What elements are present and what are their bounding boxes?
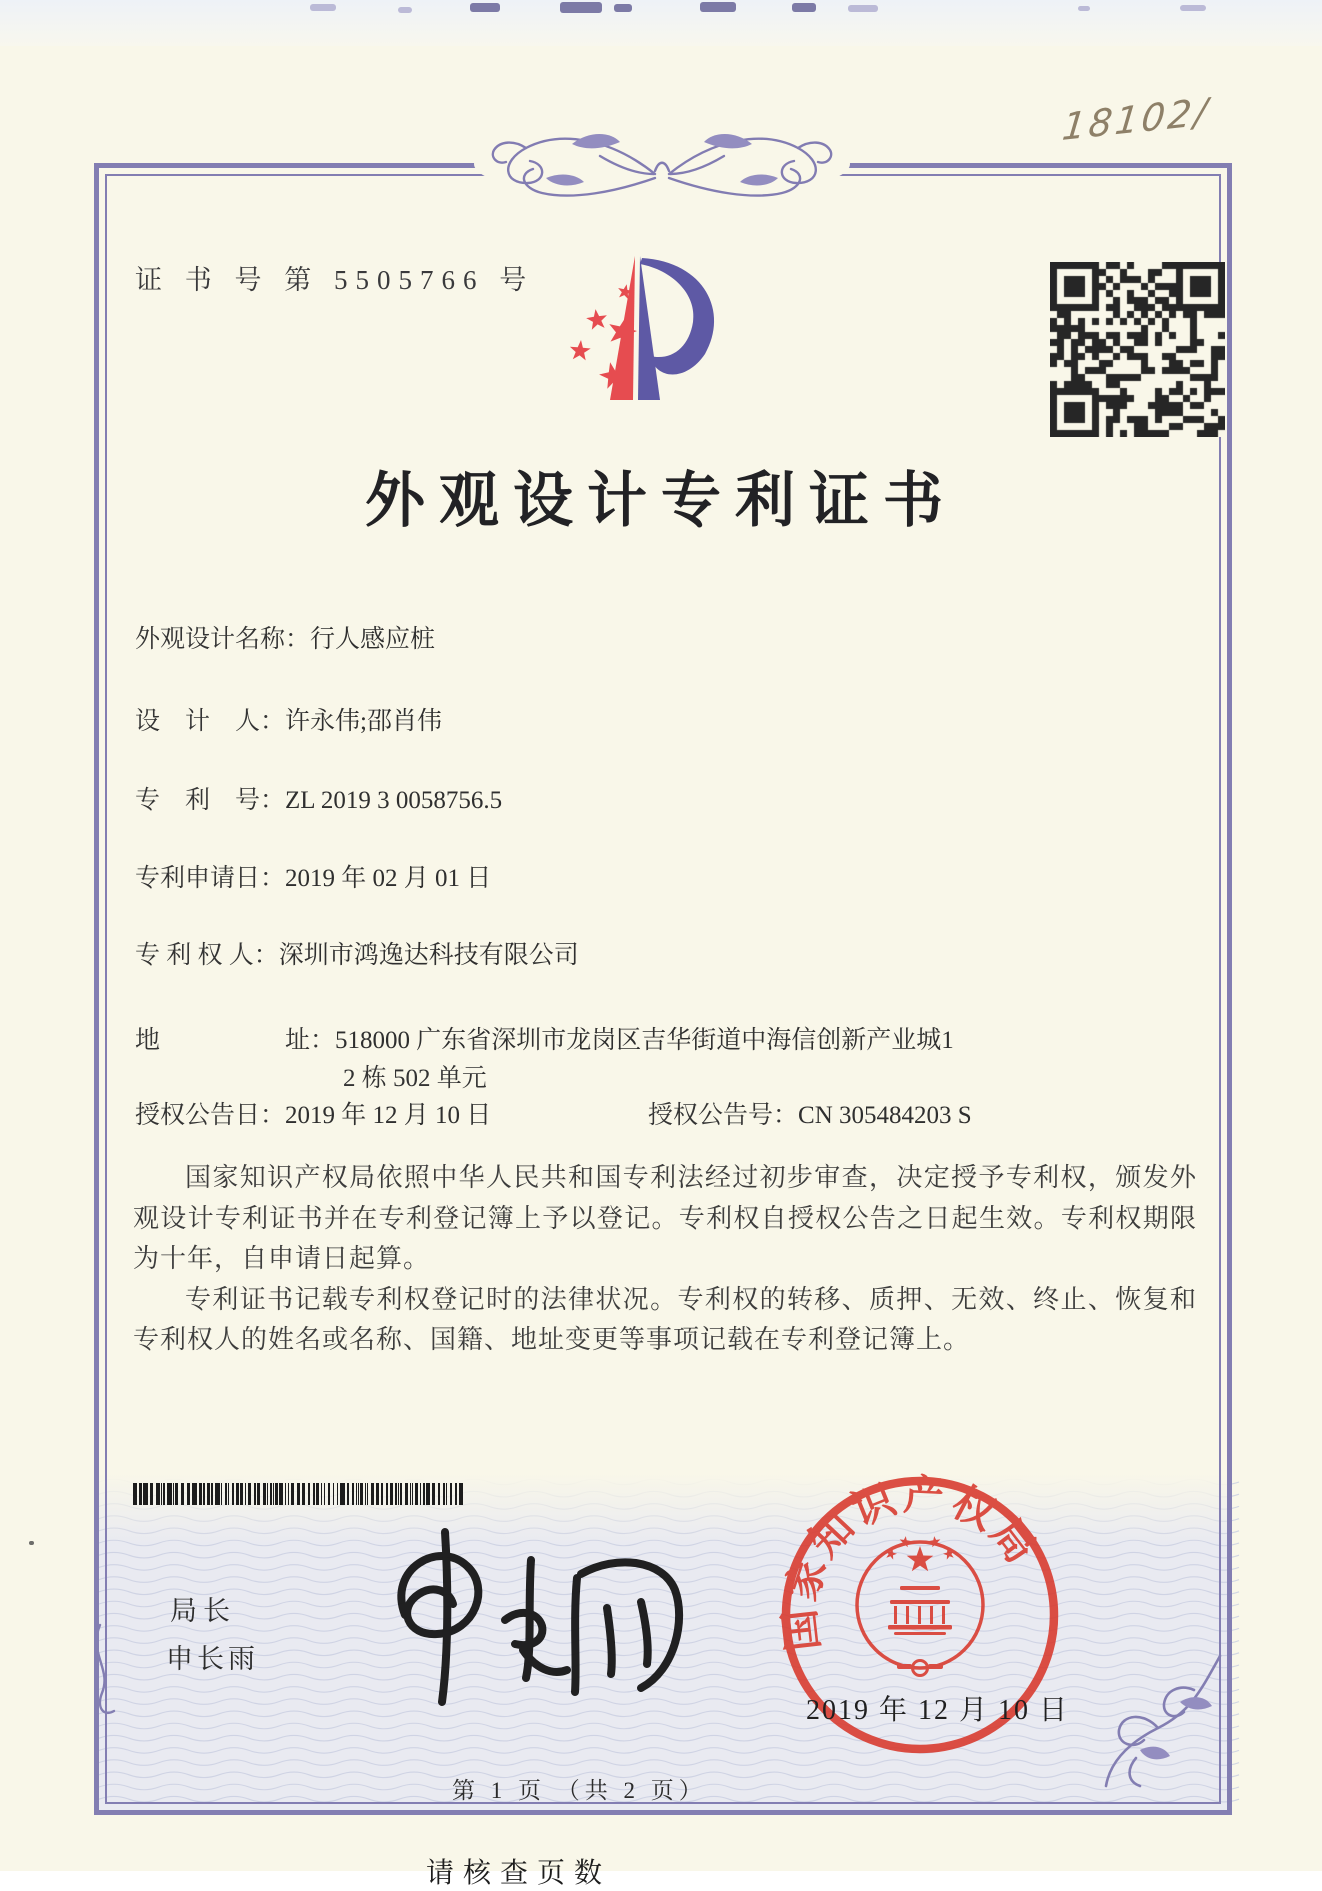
barcode — [133, 1483, 470, 1505]
corner-flourish — [1096, 1650, 1228, 1792]
ornament-remnant — [470, 3, 500, 12]
ornament-remnant — [1078, 6, 1090, 11]
seal-date: 2019 年 12 月 10 日 — [806, 1695, 1070, 1726]
legal-text — [133, 1158, 1197, 1361]
field-label: 专 利 号： — [135, 787, 286, 814]
field-designers — [135, 701, 442, 737]
handwritten-note: 18102/ — [1060, 89, 1213, 150]
field-address-line2: 2 栋 502 单元 — [343, 1065, 487, 1092]
certificate-title: 外观设计专利证书 — [365, 468, 957, 534]
certificate-number: 证 书 号 第 5505766 号 — [135, 265, 535, 295]
field-value: 2019 年 02 月 01 日 — [285, 865, 492, 892]
ornament-remnant — [700, 2, 736, 12]
cnipa-logo — [553, 250, 748, 408]
field-value: CN 305484203 S — [798, 1102, 972, 1129]
scan-edge-strip — [0, 0, 1322, 46]
field-label: 授权公告号： — [648, 1102, 799, 1129]
field-design-name — [135, 619, 435, 655]
field-value: 518000 广东省深圳市龙岗区吉华街道中海信创新产业城1 — [335, 1027, 954, 1054]
ornament-remnant — [848, 5, 878, 12]
ornament-remnant — [792, 3, 816, 12]
field-value: 深圳市鸿逸达科技有限公司 — [278, 942, 579, 969]
field-value: 2019 年 12 月 10 日 — [285, 1102, 492, 1129]
field-value: 许永伟;邵肖伟 — [285, 708, 442, 735]
field-grant-date — [135, 1102, 491, 1129]
ornament-remnant — [614, 4, 632, 12]
field-application-date — [135, 858, 491, 894]
handwritten-signature — [345, 1520, 695, 1715]
national-emblem-icon — [857, 1536, 983, 1675]
seal-organization-text: 国家知识产权局 — [777, 1472, 1046, 1654]
cut-off-bottom-text: 请核查页数 — [426, 1858, 612, 1889]
field-patentee — [135, 935, 579, 971]
scan-artifact-dot — [29, 1541, 34, 1545]
field-value: ZL 2019 3 0058756.5 — [285, 787, 503, 814]
signer-name: 申长雨 — [166, 1644, 259, 1674]
signer-title: 局长 — [170, 1596, 236, 1626]
legal-paragraph-2: 专利证书记载专利权登记时的法律状况。专利权的转移、质押、无效、终止、恢复和专利权人的姓名或名称、国籍、地址变更等事项记载在专利登记簿上。 — [133, 1284, 1197, 1354]
field-label: 专 利 权 人： — [135, 942, 279, 969]
legal-paragraph-1: 国家知识产权局依照中华人民共和国专利法经过初步审查，决定授予专利权，颁发外观设计专利证书并在专利登记簿上予以登记。专利权自授权公告之日起生效。专利权期限为十年，自申请日起算。 — [133, 1163, 1197, 1273]
ornament-remnant — [1180, 5, 1206, 11]
qr-code — [1050, 262, 1225, 437]
field-patent-number — [135, 780, 502, 816]
field-address — [135, 1020, 954, 1056]
ornament-remnant — [560, 2, 602, 13]
field-value: 行人感应桩 — [310, 626, 436, 653]
field-grant-number — [648, 1095, 972, 1131]
dragon-border-ornament — [450, 116, 874, 206]
ornament-remnant — [310, 4, 336, 11]
field-label: 专利申请日： — [135, 865, 286, 892]
border-flourish — [86, 1625, 126, 1720]
field-label: 设 计 人： — [135, 708, 286, 735]
field-grant-info — [135, 1095, 972, 1131]
field-label: 地 址： — [135, 1027, 336, 1054]
field-label: 授权公告日： — [135, 1102, 286, 1129]
field-label: 外观设计名称： — [135, 626, 311, 653]
ornament-remnant — [398, 7, 412, 13]
page-indicator: 第 1 页 （共 2 页） — [452, 1778, 707, 1803]
